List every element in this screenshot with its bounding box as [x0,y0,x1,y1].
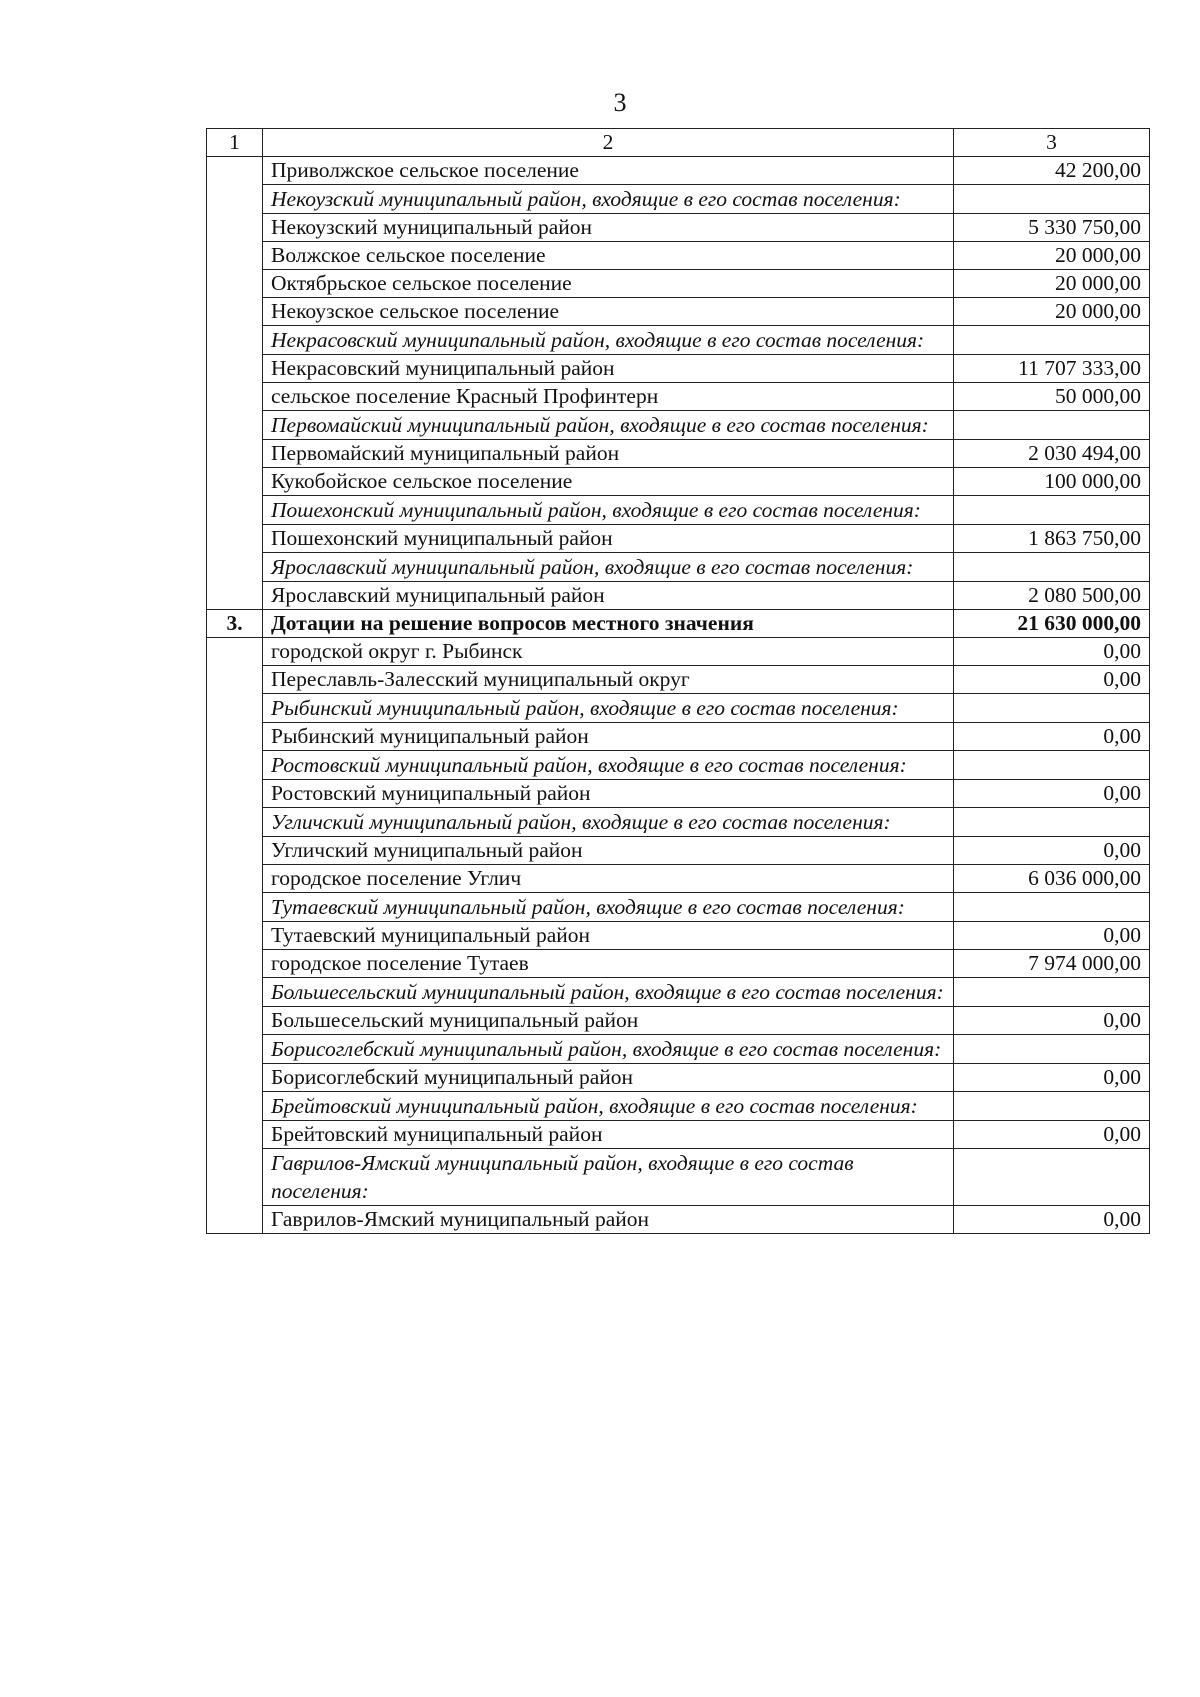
table-row [207,950,1150,978]
recipient-name: Большесельский муниципальный район [263,1007,954,1035]
table-row [207,865,1150,893]
group-heading: Большесельский муниципальный район, входящие в его состав поселения: [263,978,954,1007]
group-heading-row [207,326,1150,355]
column-header-1: 1 [207,129,263,157]
recipient-name: Тутаевский муниципальный район [263,922,954,950]
group-heading: Ростовский муниципальный район, входящие в его состав поселения: [263,751,954,780]
group-heading-row [207,185,1150,214]
table-row [207,157,1150,185]
recipient-name: Гаврилов-Ямский муниципальный район [263,1206,954,1234]
amount-cell: 20 000,00 [954,242,1150,270]
table-row [207,780,1150,808]
table-row [207,355,1150,383]
recipient-name: Переславль-Залесский муниципальный округ [263,666,954,694]
table-row [207,440,1150,468]
group-heading: Пошехонский муниципальный район, входящие в его состав поселения: [263,496,954,525]
group-heading-row [207,1092,1150,1121]
amount-cell: 0,00 [954,1121,1150,1149]
table-row [207,214,1150,242]
group-heading: Борисоглебский муниципальный район, входящие в его состав поселения: [263,1035,954,1064]
amount-cell: 0,00 [954,780,1150,808]
column-header-3: 3 [954,129,1150,157]
group-heading: Первомайский муниципальный район, входящие в его состав поселения: [263,411,954,440]
amount-cell: 42 200,00 [954,157,1150,185]
table-row [207,1007,1150,1035]
table-row [207,723,1150,751]
amount-cell: 0,00 [954,638,1150,666]
amount-cell [954,1035,1150,1064]
recipient-name: Волжское сельское поселение [263,242,954,270]
amount-cell [954,1092,1150,1121]
recipient-name: Борисоглебский муниципальный район [263,1064,954,1092]
recipient-name: Угличский муниципальный район [263,837,954,865]
amount-cell [954,893,1150,922]
recipient-name: городской округ г. Рыбинск [263,638,954,666]
table-row [207,468,1150,496]
table-row [207,298,1150,326]
amount-cell [954,978,1150,1007]
section-number: 3. [207,610,263,638]
amount-cell: 11 707 333,00 [954,355,1150,383]
recipient-name: Кукобойское сельское поселение [263,468,954,496]
table-row [207,1064,1150,1092]
budget-table [206,128,1150,1234]
group-heading-row [207,808,1150,837]
amount-cell: 2 030 494,00 [954,440,1150,468]
amount-cell: 0,00 [954,1064,1150,1092]
group-heading: Рыбинский муниципальный район, входящие в его состав поселения: [263,694,954,723]
table-row [207,525,1150,553]
recipient-name: городское поселение Углич [263,865,954,893]
group-heading: Брейтовский муниципальный район, входящие в его состав поселения: [263,1092,954,1121]
row-number-cell [207,638,263,1234]
group-heading: Тутаевский муниципальный район, входящие в его состав поселения: [263,893,954,922]
section-amount: 21 630 000,00 [954,610,1150,638]
group-heading-row [207,496,1150,525]
section-row [207,610,1150,638]
amount-cell: 6 036 000,00 [954,865,1150,893]
group-heading-row [207,1035,1150,1064]
amount-cell: 50 000,00 [954,383,1150,411]
recipient-name: городское поселение Тутаев [263,950,954,978]
amount-cell: 1 863 750,00 [954,525,1150,553]
amount-cell [954,496,1150,525]
amount-cell: 20 000,00 [954,298,1150,326]
recipient-name: Некрасовский муниципальный район [263,355,954,383]
amount-cell: 7 974 000,00 [954,950,1150,978]
group-heading-row [207,751,1150,780]
table-row [207,1206,1150,1234]
amount-cell [954,751,1150,780]
amount-cell: 0,00 [954,837,1150,865]
column-header-2: 2 [263,129,954,157]
recipient-name: Октябрьское сельское поселение [263,270,954,298]
amount-cell [954,808,1150,837]
recipient-name: Брейтовский муниципальный район [263,1121,954,1149]
group-heading: Угличский муниципальный район, входящие в его состав поселения: [263,808,954,837]
recipient-name: Приволжское сельское поселение [263,157,954,185]
recipient-name: Ростовский муниципальный район [263,780,954,808]
group-heading-row [207,978,1150,1007]
recipient-name: Рыбинский муниципальный район [263,723,954,751]
amount-cell [954,553,1150,582]
recipient-name: Ярославский муниципальный район [263,582,954,610]
group-heading-row [207,1149,1150,1206]
section-title: Дотации на решение вопросов местного значения [263,610,954,638]
amount-cell [954,1149,1150,1206]
table-row [207,1121,1150,1149]
amount-cell: 20 000,00 [954,270,1150,298]
amount-cell: 0,00 [954,723,1150,751]
group-heading: Гаврилов-Ямский муниципальный район, входящие в его состав поселения: [263,1149,954,1206]
table-row [207,922,1150,950]
recipient-name: Некоузское сельское поселение [263,298,954,326]
recipient-name: сельское поселение Красный Профинтерн [263,383,954,411]
recipient-name: Первомайский муниципальный район [263,440,954,468]
group-heading-row [207,893,1150,922]
group-heading: Некрасовский муниципальный район, входящие в его состав поселения: [263,326,954,355]
amount-cell [954,326,1150,355]
amount-cell: 0,00 [954,1206,1150,1234]
amount-cell: 5 330 750,00 [954,214,1150,242]
table-row [207,582,1150,610]
amount-cell: 0,00 [954,1007,1150,1035]
amount-cell: 0,00 [954,922,1150,950]
amount-cell [954,185,1150,214]
row-number-cell [207,157,263,610]
table-row [207,837,1150,865]
recipient-name: Некоузский муниципальный район [263,214,954,242]
amount-cell [954,694,1150,723]
amount-cell: 2 080 500,00 [954,582,1150,610]
group-heading-row [207,411,1150,440]
amount-cell: 100 000,00 [954,468,1150,496]
table-row [207,383,1150,411]
recipient-name: Пошехонский муниципальный район [263,525,954,553]
group-heading: Ярославский муниципальный район, входящие в его состав поселения: [263,553,954,582]
table-row [207,270,1150,298]
page-number: 3 [613,88,627,117]
amount-cell [954,411,1150,440]
group-heading-row [207,553,1150,582]
table-row [207,638,1150,666]
group-heading-row [207,694,1150,723]
table-header-row [207,129,1150,157]
table-row [207,666,1150,694]
amount-cell: 0,00 [954,666,1150,694]
table-row [207,242,1150,270]
group-heading: Некоузский муниципальный район, входящие в его состав поселения: [263,185,954,214]
